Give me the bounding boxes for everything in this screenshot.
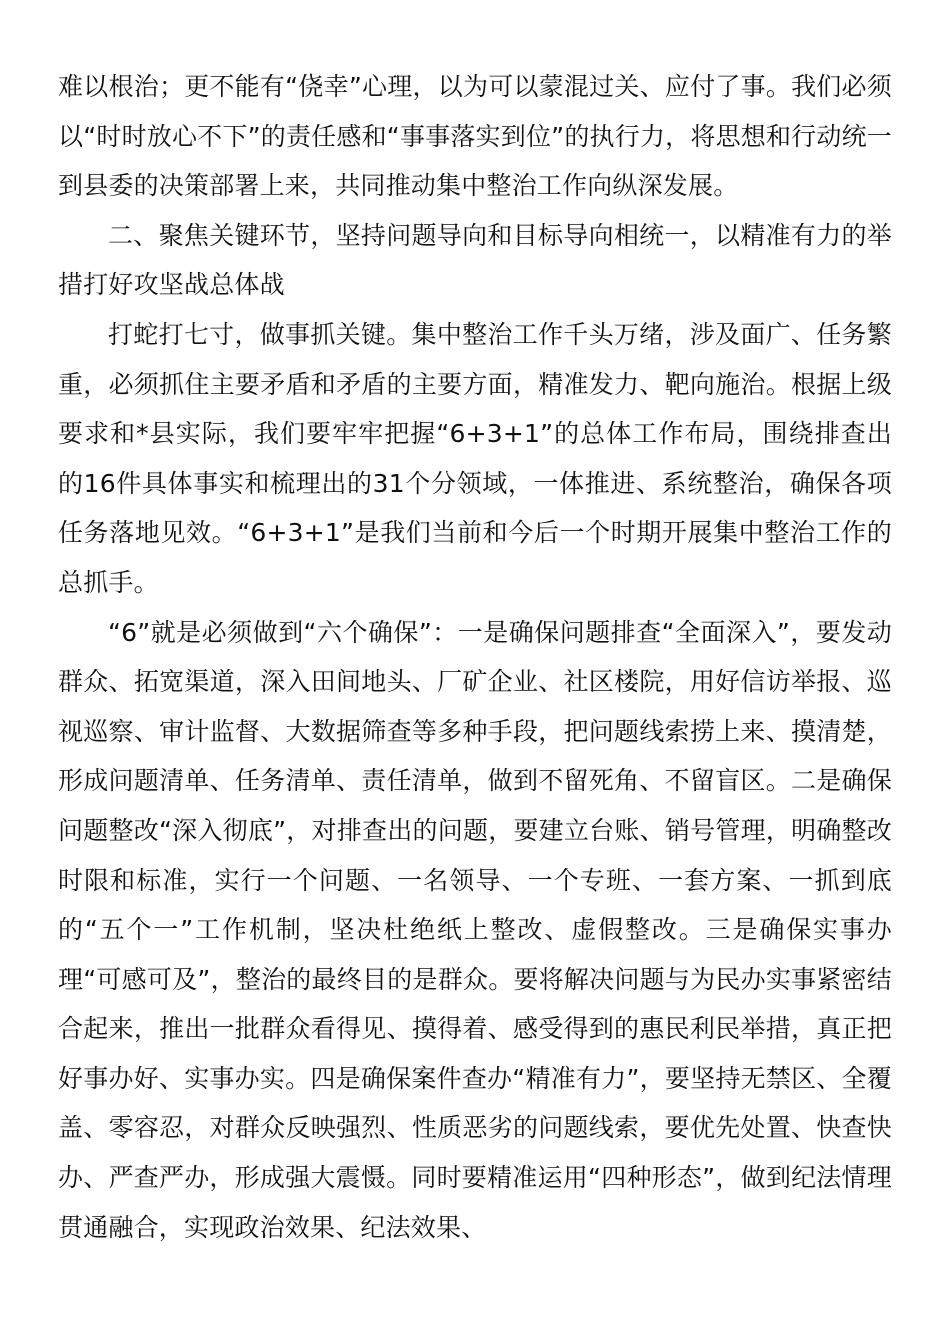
paragraph-key-points: 打蛇打七寸，做事抓关键。集中整治工作千头万绪，涉及面广、任务繁重，必须抓住主要矛盾和矛盾的主要方面，精准发力、靶向施治。根据上级要求和*县实际，我们要牢牢把握“6+3+1”的总体工作布局，围绕排查出的16件具体事实和梳理出的31个分领域，一体推进、系统整治，确保各项任务落地见效。“6+3+1”是我们当前和今后一个时期开展集中整治工作的总抓手。 (58, 319, 892, 597)
section-heading-2: 二、聚焦关键环节，坚持问题导向和目标导向相统一，以精准有力的举措打好攻坚战总体战 (58, 220, 892, 300)
paragraph-continuation: 难以根治；更不能有“侥幸”心理，以为可以蒙混过关、应付了事。我们必须以“时时放心不下”的责任感和“事事落实到位”的执行力，将思想和行动统一到县委的决策部署上来，共同推动集中整治工作向纵深发展。 (58, 72, 892, 201)
paragraph-six-ensures: “6”就是必须做到“六个确保”：一是确保问题排查“全面深入”，要发动群众、拓宽渠道，深入田间地头、厂矿企业、社区楼院，用好信访举报、巡视巡察、审计监督、大数据筛查等多种手段，把问题线索捞上来、摸清楚，形成问题清单、任务清单、责任清单，做到不留死角、不留盲区。二是确保问题整改“深入彻底”，对排查出的问题，要建立台账、销号管理，明确整改时限和标准，实行一个问题、一名领导、一个专班、一套方案、一抓到底的“五个一”工作机制，坚决杜绝纸上整改、虚假整改。三是确保实事办理“可感可及”，整治的最终目的是群众。要将解决问题与为民办实事紧密结合起来，推出一批群众看得见、摸得着、感受得到的惠民利民举措，真正把好事办好、实事办实。四是确保案件查办“精准有力”，要坚持无禁区、全覆盖、零容忍，对群众反映强烈、性质恶劣的问题线索，要优先处置、快查快办、严查严办，形成强大震慑。同时要精准运用“四种形态”，做到纪法情理贯通融合，实现政治效果、纪法效果、 (58, 617, 892, 1242)
document-body (58, 62, 892, 1252)
